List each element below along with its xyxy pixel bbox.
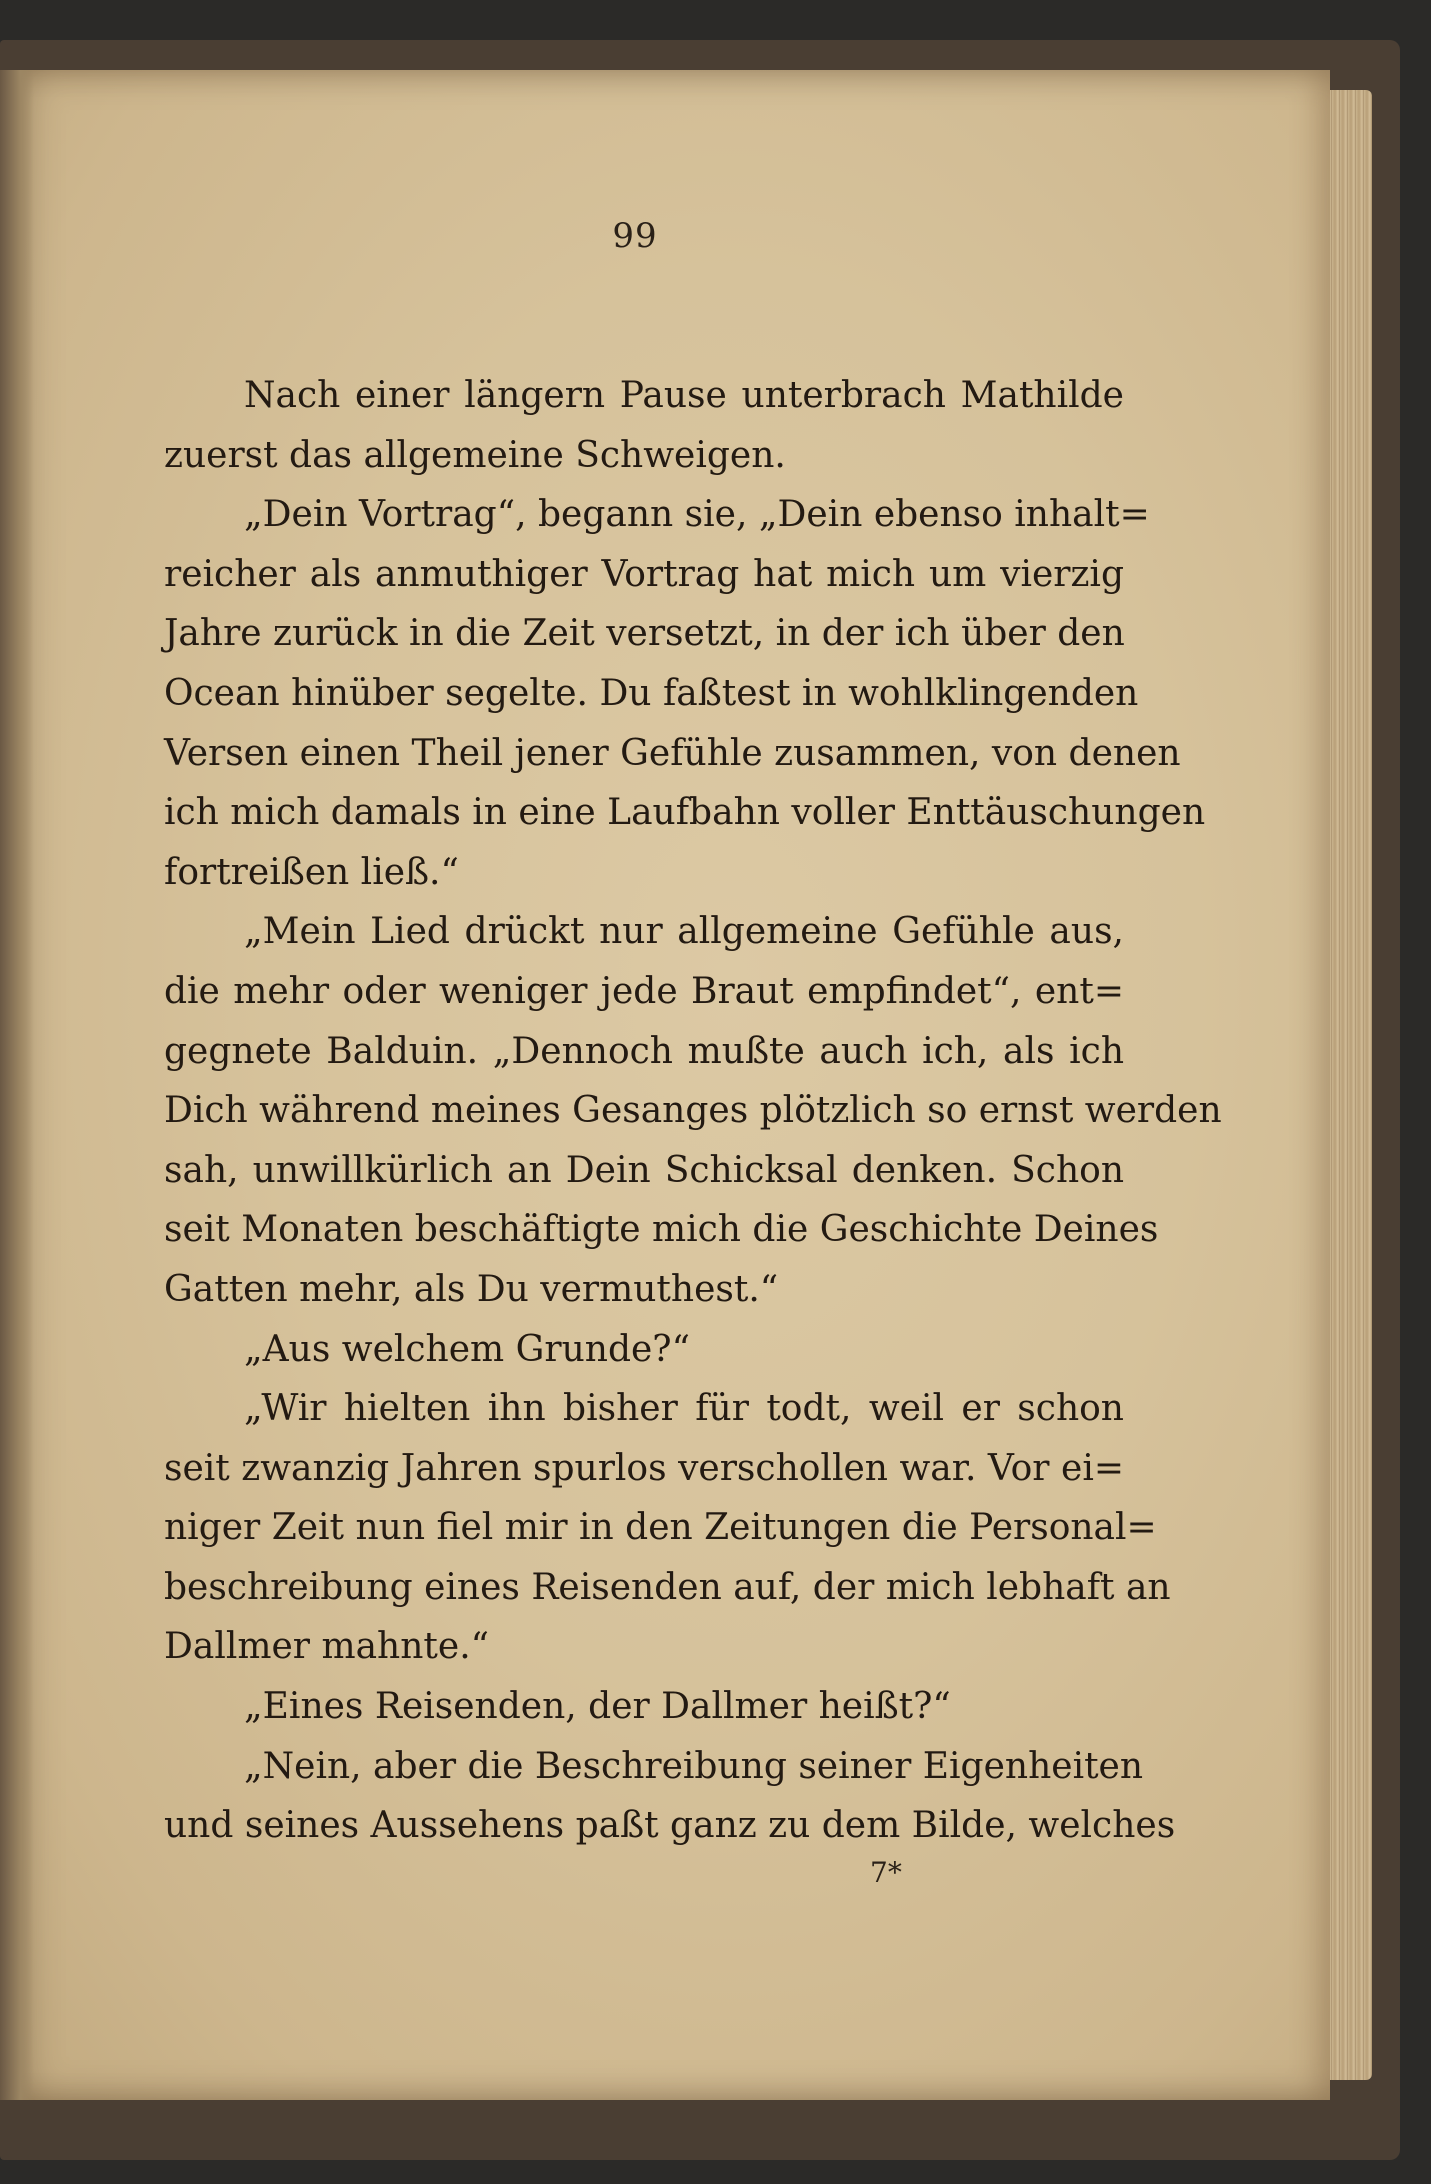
text-line: reicher als anmuthiger Vortrag hat mich um vierzig <box>164 553 1124 595</box>
text-line: „Eines Reisenden, der Dallmer heißt?“ <box>244 1686 951 1728</box>
text-line: „Nein, aber die Beschreibung seiner Eigenheiten <box>244 1745 1144 1787</box>
text-line: „Aus welchem Grunde?“ <box>244 1328 691 1370</box>
text-line: niger Zeit nun fiel mir in den Zeitungen die Personal= <box>164 1507 1157 1549</box>
text-line: gegnete Balduin. „Dennoch mußte auch ich, als ich <box>164 1030 1124 1072</box>
body-text <box>164 366 1222 1856</box>
text-line: die mehr oder weniger jede Braut empfindet“, ent= <box>164 970 1124 1012</box>
text-line: Jahre zurück in die Zeit versetzt, in der ich über den <box>164 613 1125 655</box>
text-line: „Dein Vortrag“, begann sie, „Dein ebenso inhalt= <box>244 494 1150 536</box>
signature-mark: 7* <box>870 1856 902 1889</box>
text-line: und seines Aussehens paßt ganz zu dem Bilde, welches <box>164 1805 1176 1847</box>
text-line: seit zwanzig Jahren spurlos verschollen war. Vor ei= <box>164 1447 1124 1489</box>
page-number: 99 <box>612 216 658 256</box>
text-line: sah, unwillkürlich an Dein Schicksal denken. Schon <box>164 1149 1124 1191</box>
book-page <box>0 70 1330 2100</box>
text-line: beschreibung eines Reisenden auf, der mich lebhaft an <box>164 1566 1171 1608</box>
text-line: Gatten mehr, als Du vermuthest.“ <box>164 1268 779 1310</box>
text-line: Dich während meines Gesanges plötzlich so ernst werden <box>164 1090 1222 1132</box>
text-line: „Mein Lied drückt nur allgemeine Gefühle aus, <box>244 911 1124 953</box>
text-line: Nach einer längern Pause unterbrach Mathilde <box>244 375 1124 416</box>
text-line: fortreißen ließ.“ <box>164 851 459 893</box>
text-line: Dallmer mahnte.“ <box>164 1626 490 1668</box>
text-line: zuerst das allgemeine Schweigen. <box>164 434 786 476</box>
text-line: Ocean hinüber segelte. Du faßtest in wohlklingenden <box>164 672 1139 714</box>
text-line: Versen einen Theil jener Gefühle zusammen, von denen <box>164 732 1181 774</box>
text-line: „Wir hielten ihn bisher für todt, weil er schon <box>244 1388 1124 1430</box>
text-line: ich mich damals in eine Laufbahn voller Enttäuschungen <box>164 792 1206 834</box>
page-gutter <box>0 70 34 2100</box>
text-line: seit Monaten beschäftigte mich die Geschichte Deines <box>164 1209 1159 1251</box>
